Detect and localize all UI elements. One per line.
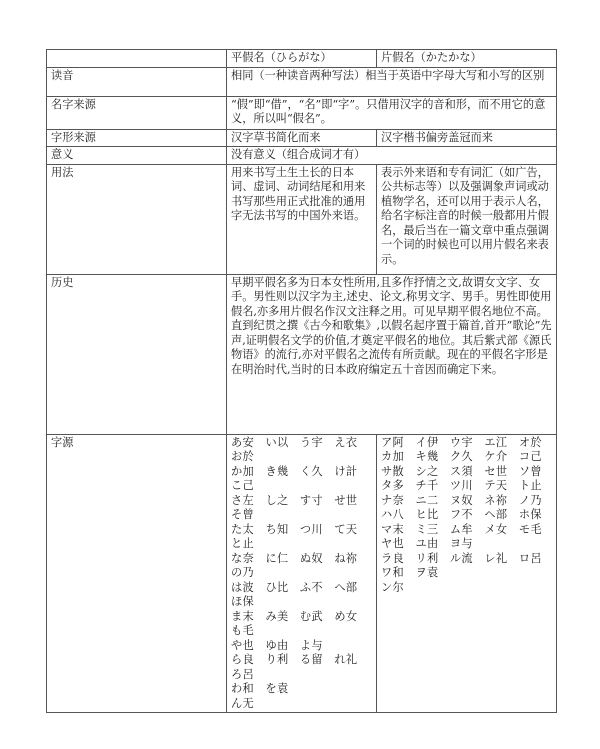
row-reading: [47, 67, 557, 96]
row-source: [47, 434, 557, 713]
row-label: 字源: [47, 434, 227, 713]
row-label: 历史: [47, 274, 227, 434]
glyph-origin-katakana: 汉字楷书偏旁盖冠而来: [377, 129, 557, 147]
name-origin-text: “假”即“借”，“名”即“字”。只借用汉字的音和形，而不用它的意义，所以叫“假名”。: [227, 96, 557, 129]
row-glyph-origin: [47, 129, 557, 147]
header-empty-cell: [47, 50, 227, 68]
row-label: 字形来源: [47, 129, 227, 147]
usage-katakana: 表示外来语和专有词汇（如广告，公共标志等）以及强调象声词或动植物学名，还可以用于表示人名，给名字标注音的时候一般都用片假名，最后当在一篇文章中重点强调一个词的时候也可以用片假名来表示。: [377, 164, 557, 274]
row-name-origin: [47, 96, 557, 129]
row-usage: [47, 164, 557, 274]
row-label: 意义: [47, 147, 227, 165]
usage-hiragana: 用来书写土生土长的日本词、虚词、动词结尾和用来书写那些用正式批准的通用字无法书写的中国外来语。: [227, 164, 377, 274]
header-row: [47, 50, 557, 68]
header-hiragana: 平假名（ひらがな）: [227, 50, 377, 68]
history-text: 早期平假名多为日本女性所用,且多作抒情之文,故谓女文字、女手。男性则以汉字为主,述史、论文,称男文字、男手。男性即使用假名,亦多用片假名作汉文注释之用。可见早期平假名地位不高。直到纪贯之撰《古今和歌集》,以假名起序置于篇首,首开”歌论”先声,证明假名文学的价值,才奠定平假名的地位。其后紫式部《源氏物语》的流行,亦对平假名之流传有所贡献。现在的平假名字形是在明治时代,当时的日本政府编定五十音因而确定下来。: [227, 274, 557, 434]
meaning-text: 没有意义（组合成词才有）: [227, 147, 557, 165]
row-label: 用法: [47, 164, 227, 274]
reading-text: 相同（一种读音两种写法）相当于英语中字母大写和小写的区别: [227, 67, 557, 96]
row-label: 名字来源: [47, 96, 227, 129]
source-hiragana: あ安 い以 う宇 え衣 お於 か加 き幾 く久 け計 こ己 さ左 し之 す寸 せ世 そ曾 た太 ち知 つ川 て天 と止 な奈 に仁 ぬ奴 ね祢 の乃 は波 ひ比 ふ不 へ部 ほ保 ま末 み美 む武 め女 も毛 や也 ゆ由 よ与 ら良 り利 る留 れ礼 ろ呂 わ和 を袁 ん无: [227, 434, 377, 713]
kana-comparison-table: [46, 49, 557, 713]
glyph-origin-hiragana: 汉字草书简化而来: [227, 129, 377, 147]
row-meaning: [47, 147, 557, 165]
row-label: 读音: [47, 67, 227, 96]
header-katakana: 片假名（かたかな）: [377, 50, 557, 68]
source-katakana: ア阿 イ伊 ウ宇 エ江 オ於 カ加 キ幾 ク久 ケ介 コ己 サ散 シ之 ス須 セ世 ソ曾 タ多 チ千 ツ川 テ天 ト止 ナ奈 ニ二 ヌ奴 ネ祢 ノ乃 ハ八 ヒ比 フ不 ヘ部 ホ保 マ末 ミ三 ム牟 メ女 モ毛 ヤ也 ユ由 ヨ与 ラ良 リ利 ル流 レ礼 ロ呂 ワ和 ヲ袁 ン尔: [377, 434, 557, 713]
row-history: [47, 274, 557, 434]
